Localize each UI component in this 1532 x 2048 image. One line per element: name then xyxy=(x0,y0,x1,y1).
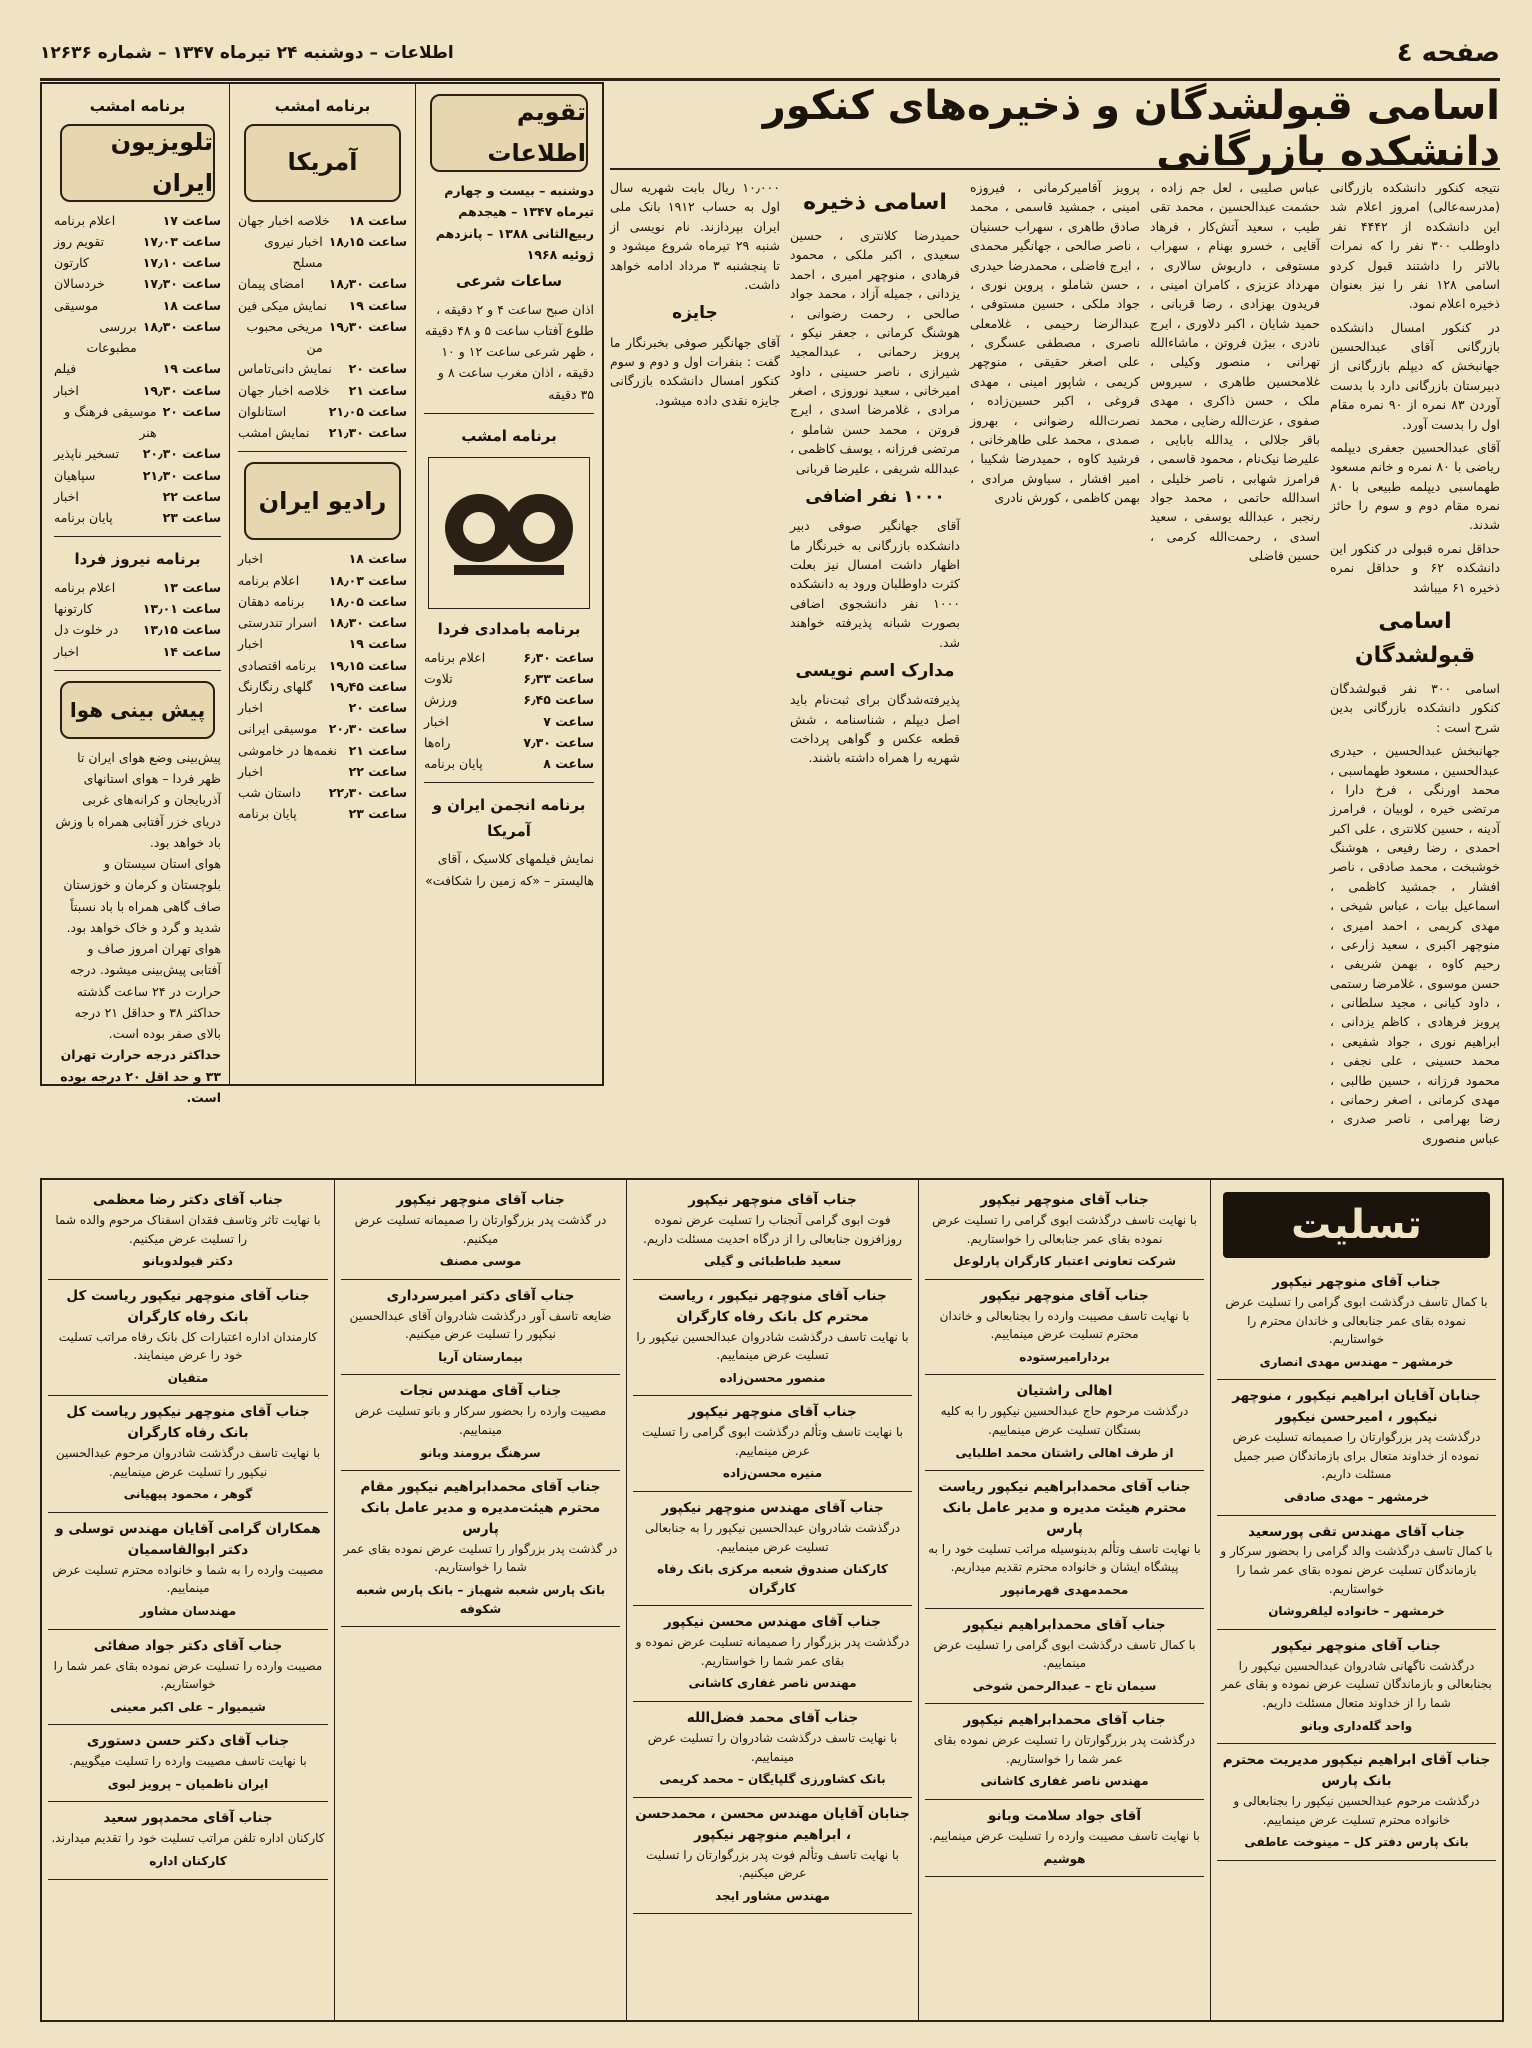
radio-row-1: ساعت ۱۸٫۰۳ اعلام برنامه xyxy=(238,572,407,588)
subhead-reserve: اسامی ذخیره xyxy=(803,190,947,215)
tv-row-12: ساعت ۲۳ پایان برنامه xyxy=(54,510,221,525)
condolence-notice: جناب آقای مهندس تقی پورسعید با کمال تاسف درگذشت والد گرامی را بحضور سرکار و بازماندگان تسلیت عرض نموده بقای عمر شما را خواستاریم. خرمشهر – خانواده لیلفروشان xyxy=(1217,1516,1496,1630)
america-row-3: ساعت ۱۹ نمایش میکی فین xyxy=(238,297,407,313)
condolence-notice: جناب آقای محمدابراهیم نیکپور با کمال تاسف درگذشت ابوی گرامی را تسلیت عرض مینماییم. سیمان تاج – عبدالرحمن شوخی xyxy=(925,1609,1204,1705)
condolence-notice: جناب آقای دکتر جواد صفائی مصیبت وارده را تسلیت عرض نموده بقای عمر شما را خواستاریم. شیمیوار – علی اکبر معینی xyxy=(48,1630,328,1726)
condolence-notice: جناب آقای دکتر رضا معظمی با نهایت تاثر وتاسف فقدان اسفناک مرحوم والده شما را تسلیت عرض میکنیم. دکتر قیولدوبانو xyxy=(48,1184,328,1280)
page-number: صفحه ٤ xyxy=(1396,38,1500,68)
condolence-notice: جناب آقای ابراهیم نیکپور مدیریت محترم بانک پارس درگذشت مرحوم عبدالحسین نیکپور را بجنابعالی و خانواده محترم تسلیت عرض مینماییم. بانک پارس دفتر کل – مینوخت عاطفی xyxy=(1217,1744,1496,1861)
article-column-3 xyxy=(970,178,1140,1168)
america-logo: آمریکا xyxy=(244,124,401,202)
tv-row-7: ساعت ۱۹٫۳۰ اخبار xyxy=(54,382,221,398)
radio-row-4: ساعت ۱۹ اخبار xyxy=(238,636,407,652)
article-intro: نتیجه کنکور دانشکده بازرگانی (مدرسه‌عالی) امروز اعلام شد این دانشکده از ۴۴۴۲ نفر داوطلب ۳۰۰ نفر را که نمرات بالاتر را داشتند قبول کردو اسامی ۱۲۸ نفر را نیز بعنوان ذخیره اعلام نمود. xyxy=(1330,180,1500,312)
condolence-col-1 xyxy=(1210,1180,1502,2020)
america-row-4: ساعت ۱۹٫۳۰ مریخی محبوب من xyxy=(246,318,407,355)
america-row-2: ساعت ۱۸٫۳۰ امضای پیمان xyxy=(238,276,407,292)
society-text: نمایش فیلمهای کلاسیک ، آقای هالیستر – «که زمین را شکافت» xyxy=(425,851,594,888)
morning-row-0: ساعت ۶٫۳۰ اعلام برنامه xyxy=(424,649,594,665)
tv-row-11: ساعت ۲۲ اخبار xyxy=(54,488,221,504)
condolence-notice: جناب آقای منوچهر نیکپور درگذشت ناگهانی شادروان عبدالحسین نیکپور را بجنابعالی و بازماندگان تسلیت عرض نموده و بقای عمر شما را از خداوند متعال مسئلت داریم. واحد گله‌داری وبانو xyxy=(1217,1630,1496,1744)
programs-col-calendar xyxy=(415,84,602,1084)
tv-row-4: ساعت ۱۸ موسیقی xyxy=(54,297,221,313)
radio-row-12: ساعت ۲۳ پایان برنامه xyxy=(238,806,407,822)
programs-box xyxy=(40,82,604,1105)
condolence-notice: جناب آقای مهندس محسن نیکپور درگذشت پدر بزرگوار را صمیمانه تسلیت عرض نموده و بقای عمر شما را خواستاریم. مهندس ناصر غفاری کاشانی xyxy=(633,1606,912,1702)
morning-row-1: ساعت ۶٫۳۳ تلاوت xyxy=(424,671,594,686)
condolence-notice: جناب آقای منوچهر نیکپور ، ریاست محترم کل بانک رفاه کارگران با نهایت تاسف درگذشت شادروان عبدالحسین نیکپور را تسلیت عرض مینماییم. منصور محسن‌زاده xyxy=(633,1280,912,1397)
society-title: برنامه انجمن ایران و آمریکا xyxy=(432,796,586,840)
radio-row-11: ساعت ۲۲٫۳۰ داستان شب xyxy=(238,785,407,800)
radio-logo: رادیو ایران xyxy=(244,462,401,540)
condolence-notice: جناب آقای دکتر امیرسرداری ضایعه تاسف آور درگذشت شادروان آقای عبدالحسین نیکپور را تسلیت عرض میکنیم. بیمارستان آریا xyxy=(341,1280,620,1376)
morning-row-5: ساعت ۸ پایان برنامه xyxy=(424,756,594,771)
morning-title: برنامه بامدادی فردا xyxy=(437,620,581,639)
article-para-4: حداقل نمره قبولی در کنکور این دانشکده ۶۲ و حداقل نمره ذخیره ۶۱ میباشد xyxy=(1330,540,1501,595)
condolence-notice: جناب آقای محمدابراهیم نیکپور درگذشت پدر بزرگوارتان را تسلیت عرض نموده بقای عمر شما را خواستاریم. مهندس ناصر غفاری کاشانی xyxy=(925,1704,1204,1800)
condolence-notice: آقای جواد سلامت وبانو با نهایت تاسف مصیبت وارده را تسلیت عرض مینماییم. هوشیم xyxy=(925,1800,1204,1877)
programs-col-america xyxy=(229,84,415,1084)
condolence-title: تسلیت xyxy=(1223,1192,1490,1258)
america-row-8: ساعت ۲۱٫۳۰ نمایش امشب xyxy=(238,425,407,440)
tomorrow-title: برنامه نیروز فردا xyxy=(74,550,201,569)
radio-row-10: ساعت ۲۲ اخبار xyxy=(238,763,407,779)
tv-logo: تلویزیون ایران xyxy=(60,124,215,202)
condolence-notice: همکاران گرامی آقایان مهندس توسلی و دکتر ابوالقاسمیان مصیبت وارده را به شما و خانواده محترم تسلیت عرض مینماییم. مهندسان مشاور xyxy=(48,1513,328,1630)
tomorrow-row-2: ساعت ۱۳٫۱۵ در خلوت دل xyxy=(54,622,221,638)
subhead-prize: جایزه xyxy=(672,303,718,324)
tonight-title-radio: برنامه امشب xyxy=(461,426,557,445)
tv-row-5: ساعت ۱۸٫۳۰ بررسی مطبوعات xyxy=(86,318,221,355)
calendar-logo: تقویم اطلاعات xyxy=(430,94,588,172)
radio-row-9: ساعت ۲۱ نغمه‌ها در خاموشی xyxy=(238,742,407,758)
weather-text-2: هوای استان سیستان و بلوچستان و کرمان و خوزستان صاف گاهی همراه با باد نسبتاً شدید و گرد و خاک خواهد بود. xyxy=(63,856,221,935)
america-row-1: ساعت ۱۸٫۱۵ اخبار نیروی مسلح xyxy=(263,233,407,270)
condolence-notice: جناب آقای منوچهر نیکپور ریاست کل بانک رفاه کارگران کارمندان اداره اعتبارات کل بانک رفاه مراتب تسلیت خود را عرض مینمایند. متقیان xyxy=(48,1280,328,1397)
registration-notice: ۱۰٫۰۰۰ ریال بابت شهریه سال اول به حساب ۱۹۱۲ بانک ملی ایران بپردازند. نام نویسی از شنبه ۲۹ تیرماه شروع میشود و تا پنجشنبه ۳ مرداد ادامه خواهد داشت. xyxy=(610,180,781,292)
prayer-title: ساعات شرعی xyxy=(455,272,563,290)
subhead-documents: مدارک اسم نویسی xyxy=(795,660,955,681)
tv-row-10: ساعت ۲۱٫۳۰ سپاهیان xyxy=(54,467,221,483)
condolence-notice: جناب آقای محمدابراهیم نیکپور مقام محترم هیئت‌مدیره و مدیر عامل بانک پارس در گذشت پدر بزرگوار را تسلیت عرض نموده بقای عمر شما را خواستاریم. بانک پارس شعبه شهباز – بانک پارس شعبه شکوفه xyxy=(341,1471,620,1627)
tv-row-8: ساعت ۲۰ موسیقی فرهنگ و هنر xyxy=(64,403,221,440)
condolence-col-4 xyxy=(334,1180,626,2020)
tv-row-0: ساعت ۱۷ اعلام برنامه xyxy=(54,212,221,228)
america-row-5: ساعت ۲۰ نمایش دانی‌تاماس xyxy=(238,361,407,377)
prayer-text: اذان صبح ساعت ۴ و ۲ دقیقه ، طلوع آفتاب ساعت ۵ و ۴۸ دقیقه ، ظهر شرعی ساعت ۱۲ و ۱۰ دقیقه ، اذان مغرب ساعت ۸ و ۳۵ دقیقه xyxy=(424,301,594,402)
condolence-notice: جناب آقای منوچهر نیکپور با کمال تاسف درگذشت ابوی گرامی را تسلیت عرض نموده بقای عمر جنابعالی و خاندان محترم را خواستاریم. خرمشهر – مهندس مهدی انصاری xyxy=(1217,1266,1496,1380)
condolence-notice: جناب آقای محمد فضل‌الله با نهایت تاسف درگذشت شادروان را تسلیت عرض مینماییم. بانک کشاورزی گلپایگان – محمد کریمی xyxy=(633,1702,912,1798)
programs-col-tv xyxy=(46,84,229,1105)
extra-text: آقای جهانگیر صوفی دبیر دانشکده بازرگانی به خبرنگار ما اظهار داشت امسال نیز بعلت کثرت داوطلبان ورود به دانشکده ۱۰۰۰ نفر دانشجوی اضافی بصورت شبانه پذیرفته خواهند شد. xyxy=(790,518,960,650)
tv-row-3: ساعت ۱۷٫۳۰ خردسالان xyxy=(54,276,221,292)
documents-text: پذیرفته‌شدگان برای ثبت‌نام باید اصل دیپلم ، شناسنامه ، شش قطعه عکس و گواهی پرداخت شهریه را همراه داشته باشند. xyxy=(790,692,960,766)
lion-emblem-icon xyxy=(428,457,590,609)
subhead-accepted: اسامی قبولشدگان xyxy=(1354,608,1476,668)
radio-row-2: ساعت ۱۸٫۰۵ برنامه دهقان xyxy=(238,593,407,609)
weather-logo: پیش بینی هوا xyxy=(60,681,215,739)
article-column-2 xyxy=(1150,178,1320,1168)
names-list-c: پرویز آقامیرکرمانی ، فیروزه امینی ، جمشید قاسمی ، محمد صادق طاهری ، سهراب حسنیان ، ناصر صالحی ، جهانگیر محمدی ، ایرج فاضلی ، محمدرضا حیدری ، حسن شاملو ، پروین نوری ، جواد ملکی ، حسین مستوفی ، عبدالرضا رحیمی ، غلامعلی ناصری ، مصطفی عسگری ، علی اصغر حقیقی ، منوچهر کریمی ، شاپور امینی ، مهدی فروغی ، اکبر حسین‌زاده ، نصرت‌الله رضوانی ، بهروز صمدی ، محمد علی طاهرخانی ، فرشید کاوه ، حمیدرضا شکیبا ، امیر افشار ، سیاوش مرادی ، بهمن کاظمی ، کورش نادری xyxy=(970,180,1140,505)
condolence-notice: جناب آقای منوچهر نیکپور با نهایت تاسف وتألم درگذشت ابوی گرامی را تسلیت عرض مینماییم. منیره محسن‌زاده xyxy=(633,1396,912,1492)
radio-row-6: ساعت ۱۹٫۴۵ گلهای رنگارنگ xyxy=(238,678,407,694)
tonight-title-america: برنامه امشب xyxy=(274,97,371,115)
radio-row-8: ساعت ۲۰٫۳۰ موسیقی ایرانی xyxy=(238,721,407,737)
radio-row-5: ساعت ۱۹٫۱۵ برنامه اقتصادی xyxy=(238,657,407,673)
newspaper-page xyxy=(40,28,1500,2018)
names-list-a: جهانبخش عبدالحسین ، حیدری عبدالحسین ، مسعود طهماسبی ، محمد اورنگی ، فرخ دارا ، مرتضی خیره ، لوبیان ، فرامرز آدینه ، حسین کلانتری ، علی اکبر احمدی ، رضا رفیعی ، هوشنگ خوشبخت ، محمد صادقی ، ناصر افشار ، جمشید کاظمی ، اسماعیل بیات ، عباس شیخی ، مهدی کریمی ، احمد امیری ، منوچهر اکبری ، سعید زارعی ، رحیم کاوه ، بهمن شریفی ، حسن موسوی ، غلامرضا رستمی ، داود کیانی ، مجید سلطانی ، پرویز فرهادی ، کاظم یزدانی ، ابراهیم نوری ، جواد شفیعی ، محمد حسینی ، علی نجفی ، محمود فرزانه ، حسین طالبی ، مهدی کرمانی ، اصغر رحمانی ، رضا بهرامی ، ناصر صدری ، عباس منصوری xyxy=(1330,743,1500,1146)
morning-row-4: ساعت ۷٫۳۰ راه‌ها xyxy=(424,734,594,750)
tomorrow-row-0: ساعت ۱۳ اعلام برنامه xyxy=(54,579,221,595)
article-column-1 xyxy=(1330,178,1500,1168)
main-headline: اسامی قبولشدگان و ذخیره‌های کنکور دانشکده بازرگانی xyxy=(610,90,1500,170)
tv-row-9: ساعت ۲۰٫۳۰ تسخیر ناپذیر xyxy=(54,446,221,462)
condolence-notice: جناب آقای مهندس منوچهر نیکپور درگذشت شادروان عبدالحسین نیکپور را به جنابعالی تسلیت عرض مینماییم. کارکنان صندوق شعبه مرکزی بانک رفاه کارگران xyxy=(633,1492,912,1606)
condolence-notice: اهالی راشتیان درگذشت مرحوم حاج عبدالحسین نیکپور را به کلیه بستگان تسلیت عرض مینماییم. از طرف اهالی راشتان محمد اطلبایی xyxy=(925,1375,1204,1471)
article-para-3: آقای عبدالحسین جعفری دیپلمه ریاضی با ۸۰ نمره و خانم مسعود طهماسبی دیپلمه طبیعی با ۸۰ نمره مقام دوم و سوم را حائز شدند. xyxy=(1330,439,1500,533)
names-list-b: عباس صلیبی ، لعل جم زاده ، حشمت عبدالحسین ، محمد تقی طیب ، سعید آتش‌کار ، فرهاد آقایی ، خسرو بهنام ، سهراب مستوفی ، داریوش سالاری ، مهرداد عزیزی ، کامران امینی ، فریدون بهزادی ، رضا قربانی ، حمید شایان ، اکبر دلاوری ، ایرج نادری ، بیژن فروتن ، ماشاءالله تهرانی ، منصور وکیلی ، غلامحسین طاهری ، سیروس ملک ، حسن ذاکری ، مهدی صفوی ، عزت‌الله رضایی ، محمد باقر جلالی ، یدالله بابایی ، علیرضا نیک‌نام ، محمود قاسمی ، فرامرز شهابی ، ناصر خلیلی ، اسدالله حاتمی ، محمد جواد رنجبر ، عبدالله یوسفی ، سعید اسدی ، رحمت‌الله کرمی ، حسین فاضلی xyxy=(1149,180,1320,564)
condolence-col-2 xyxy=(918,1180,1210,2020)
condolence-section xyxy=(40,1178,1504,2022)
calendar-date: دوشنبه – بیست و چهارم تیرماه ۱۳۴۷ – هیجدهم ربیع‌الثانی ۱۳۸۸ – پانزدهم ژوئیه ۱۹۶۸ xyxy=(435,183,594,262)
article-para-2: در کنکور امسال دانشکده بازرگانی آقای عبدالحسین جهانبخش که دیپلم بازرگانی از دبیرستان بازرگانی دارد با بدست آوردن ۸۳ نمره از ۹۰ نمره مقام اول را بدست آورد. xyxy=(1330,319,1501,432)
weather-text: پیش‌بینی وضع هوای ایران تا ظهر فردا – هوای استانهای آذربایجان و کرانه‌های غربی دریای خزر آفتابی همراه با وزش باد خواهد بود. xyxy=(55,749,221,850)
radio-row-3: ساعت ۱۸٫۳۰ اسرار تندرستی xyxy=(238,615,407,630)
article-column-5 xyxy=(610,178,780,1168)
america-row-7: ساعت ۲۱٫۰۵ استانلوان xyxy=(238,403,407,419)
radio-row-7: ساعت ۲۰ اخبار xyxy=(238,700,407,715)
condolence-notice: جناب آقای منوچهر نیکپور در گذشت پدر بزرگوارتان را صمیمانه تسلیت عرض میکنیم. موسی مصنف xyxy=(341,1184,620,1280)
subhead-extra: ۱۰۰۰ نفر اضافی xyxy=(805,486,945,507)
condolence-notice: جنابان آقایان مهندس محسن ، محمدحسن ، ابراهیم منوچهر نیکپور با نهایت تاسف وتألم فوت پدر بزرگوارتان را تسلیت عرض میکنیم. مهندس مشاور ایجد xyxy=(633,1798,912,1915)
condolence-notice: جناب آقای محمدپور سعید کارکنان اداره تلفن مراتب تسلیت خود را تقدیم میدارند. کارکنان اداره xyxy=(48,1802,328,1879)
america-row-6: ساعت ۲۱ خلاصه اخبار جهان xyxy=(238,382,407,398)
reserve-names: حمیدرضا کلانتری ، حسین سعیدی ، اکبر ملکی ، محمود فرهادی ، منوچهر امیری ، احمد یزدانی ، جمیله آزاد ، محمد جواد صالحی ، رحمت رضوانی ، هوشنگ کرمانی ، جعفر نیکو ، پرویز رحمانی ، عبدالمجید شیرازی ، ناصر حسینی ، داود امیرخانی ، سعید نوروزی ، اصغر مرادی ، غلامرضا اسدی ، ایرج فروتن ، محمد حسن شاملو ، مرتضی فرزانه ، یوسف کاظمی ، عبدالله شریفی ، علیرضا قربانی xyxy=(790,228,960,476)
morning-row-2: ساعت ۶٫۴۵ ورزش xyxy=(424,692,594,708)
tomorrow-row-1: ساعت ۱۳٫۰۱ کارتونها xyxy=(54,601,221,616)
condolence-notice: جناب آقای مهندس نجات مصیبت وارده را بحضور سرکار و بانو تسلیت عرض مینماییم. سرهنگ برومند وبانو xyxy=(341,1375,620,1471)
tv-row-2: ساعت ۱۷٫۱۰ کارتون xyxy=(54,255,221,270)
tonight-title-tv: برنامه امشب xyxy=(89,97,186,115)
prize-text: آقای جهانگیر صوفی بخبرنگار ما گفت : بنفرات اول و دوم و سوم کنکور امسال دانشکده بازرگانی جایزه نقدی داده میشود. xyxy=(610,334,780,408)
accepted-intro: اسامی ۳۰۰ نفر قبولشدگان کنکور دانشکده بازرگانی بدین شرح است : xyxy=(1330,681,1501,735)
tv-row-6: ساعت ۱۹ فیلم xyxy=(54,361,221,377)
condolence-notice: جناب آقای محمدابراهیم نیکپور ریاست محترم هیئت مدیره و مدیر عامل بانک پارس با نهایت تاسف وتألم بدینوسیله مراتب تسلیت خود را به پیشگاه ایشان و خانواده محترم تقدیم میداریم. محمدمهدی قهرمانپور xyxy=(925,1471,1204,1609)
condolence-notice: جناب آقای دکتر حسن دستوری با نهایت تاسف مصیبت وارده را تسلیت میگوییم. ایران ناظمیان – پرویز لبوی xyxy=(48,1725,328,1802)
weather-tehran: حداکثر درجه حرارت تهران ۳۳ و حد اقل ۲۰ درجه بوده است. xyxy=(60,1047,221,1105)
condolence-notice: جناب آقای منوچهر نیکپور با نهایت تاسف درگذشت ابوی گرامی را تسلیت عرض نموده بقای عمر جنابعالی را خواستاریم. شرکت تعاونی اعتبار کارگران پارلوعل xyxy=(925,1184,1204,1280)
issue-line: اطلاعات – دوشنبه ۲۴ تیرماه ۱۳۴۷ – شماره ۱۲۶۳۶ xyxy=(40,43,454,63)
america-row-0: ساعت ۱۸ خلاصه اخبار جهان xyxy=(238,212,407,228)
weather-text-3: هوای تهران امروز صاف و آفتابی پیش‌بینی میشود. درجه حرارت در ۲۴ ساعت گذشته حداکثر ۳۸ و حداقل ۲۱ درجه بالای صفر بوده است. xyxy=(69,941,221,1041)
condolence-col-5 xyxy=(42,1180,334,2020)
page-header xyxy=(40,28,1500,81)
condolence-notice: جناب آقای منوچهر نیکپور با نهایت تاسف مصیبت وارده را بجنابعالی و خاندان محترم تسلیت عرض مینماییم. بردارامیرستوده xyxy=(925,1280,1204,1376)
condolence-col-3 xyxy=(626,1180,918,2020)
morning-row-3: ساعت ۷ اخبار xyxy=(424,713,594,729)
radio-row-0: ساعت ۱۸ اخبار xyxy=(238,551,407,567)
tv-row-1: ساعت ۱۷٫۰۳ تقویم روز xyxy=(54,233,221,249)
tomorrow-row-3: ساعت ۱۴ اخبار xyxy=(54,643,221,659)
condolence-notice: جناب آقای منوچهر نیکپور ریاست کل بانک رفاه کارگران با نهایت تاسف درگذشت شادروان مرحوم عبدالحسین نیکپور را تسلیت عرض مینماییم. گوهر ، محمود پیهیانی xyxy=(48,1396,328,1513)
condolence-notice: جنابان آقایان ابراهیم نیکپور ، منوچهر نیکپور ، امیرحسن نیکپور درگذشت پدر بزرگوارتان را صمیمانه تسلیت عرض نموده از خداوند متعال برای بازماندگان صبر جمیل مسئلت داریم. خرمشهر – مهدی صادقی xyxy=(1217,1380,1496,1515)
article-column-4 xyxy=(790,178,960,1168)
condolence-notice: جناب آقای منوچهر نیکپور فوت ابوی گرامی آنجناب را تسلیت عرض نموده روزافزون جنابعالی را از درگاه احدیت مسئلت داریم. سعید طباطبائی و گیلی xyxy=(633,1184,912,1280)
